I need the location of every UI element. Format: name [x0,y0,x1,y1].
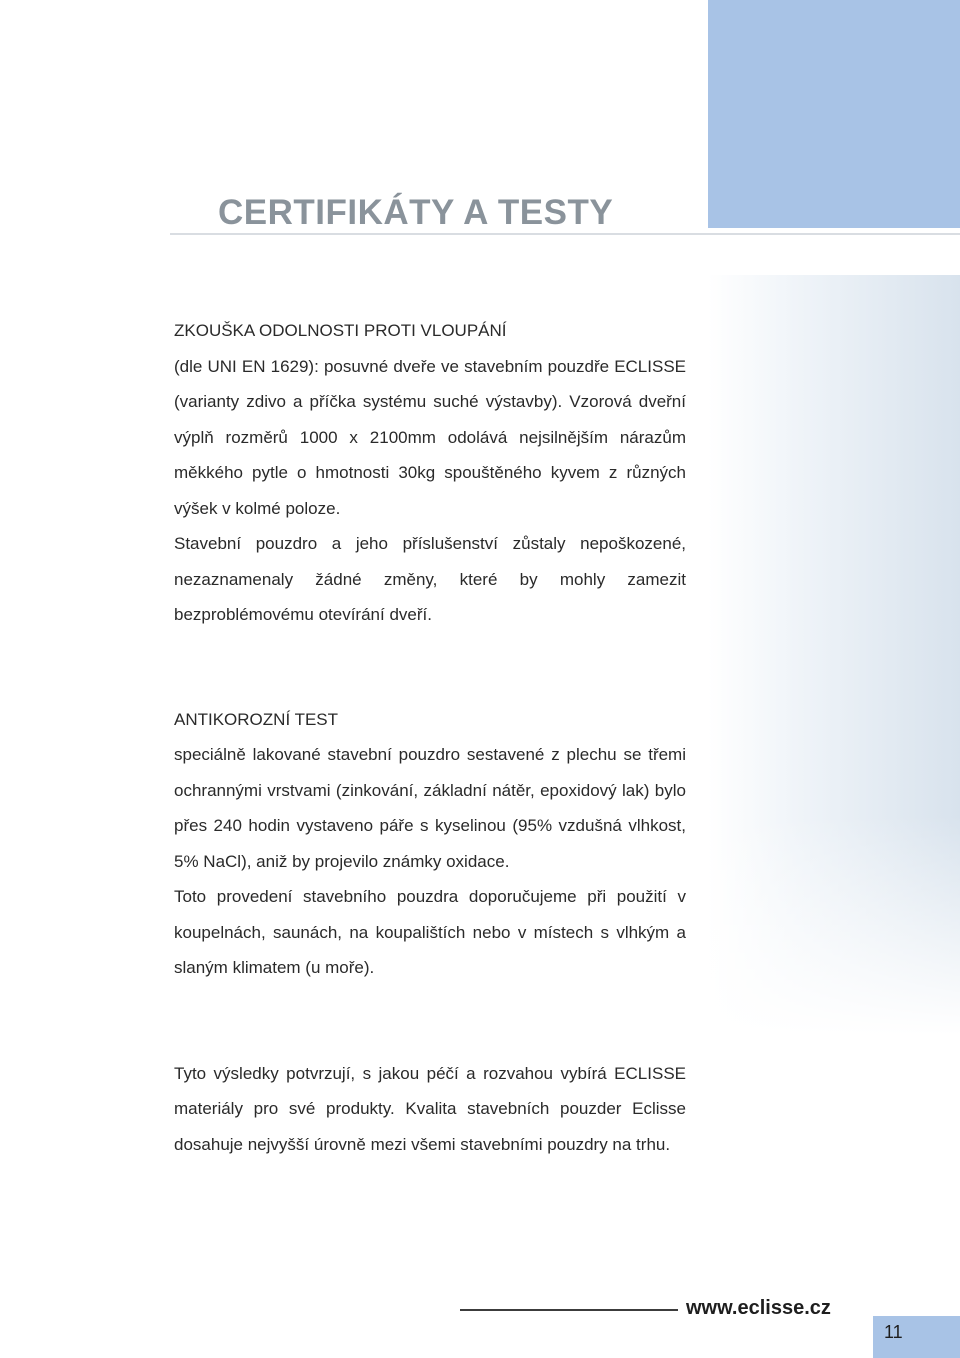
page-number: 11 [884,1322,903,1342]
decorative-blue-band [708,0,960,228]
main-content [174,313,686,1162]
paragraph: speciálně lakované stavební pouzdro sestavené z plechu se třemi ochrannými vrstvami (zinkování, základní nátěr, epoxidový lak) bylo přes 240 hodin vystaveno páře s kyselinou (95% vzdušná vlhkost, 5% NaCl), aniž by projevilo známky oxidace. [174,745,686,871]
paragraph: (dle UNI EN 1629): posuvné dveře ve stavebním pouzdře ECLISSE (varianty zdivo a příčka systému suché výstavby). Vzorová dveřní výplň rozměrů 1000 x 2100mm odolává nejsilnějším nárazům měkkého pytle o hmotnosti 30kg spouštěného kyvem z různých výšek v kolmé poloze. [174,356,686,518]
paragraph: Tyto výsledky potvrzují, s jakou péčí a rozvahou vybírá ECLISSE materiály pro své produkty. Kvalita stavebních pouzder Eclisse dosahuje nejvyšší úrovně mezi všemi stavebními pouzdry na trhu. [174,1063,686,1154]
section-heading: ZKOUŠKA ODOLNOSTI PROTI VLOUPÁNÍ [174,321,507,340]
background-photo [708,275,960,1035]
section-conclusion [174,1056,686,1163]
section-burglary-test [174,313,686,633]
paragraph: Stavební pouzdro a jeho příslušenství zůstaly nepoškozené, nezaznamenaly žádné změny, které by mohly zamezit bezproblémovému otevírání dveří. [174,534,686,624]
website-link[interactable]: www.eclisse.cz [686,1297,831,1319]
footer-divider [460,1309,678,1311]
paragraph: Toto provedení stavebního pouzdra doporučujeme při použití v koupelnách, saunách, na koupalištích nebo v místech s vlhkým a slaným klimatem (u moře). [174,887,686,977]
section-heading: ANTIKOROZNÍ TEST [174,709,339,729]
title-divider [170,233,960,235]
page-title: CERTIFIKÁTY A TESTY [218,193,614,232]
section-corrosion-test [174,702,686,986]
